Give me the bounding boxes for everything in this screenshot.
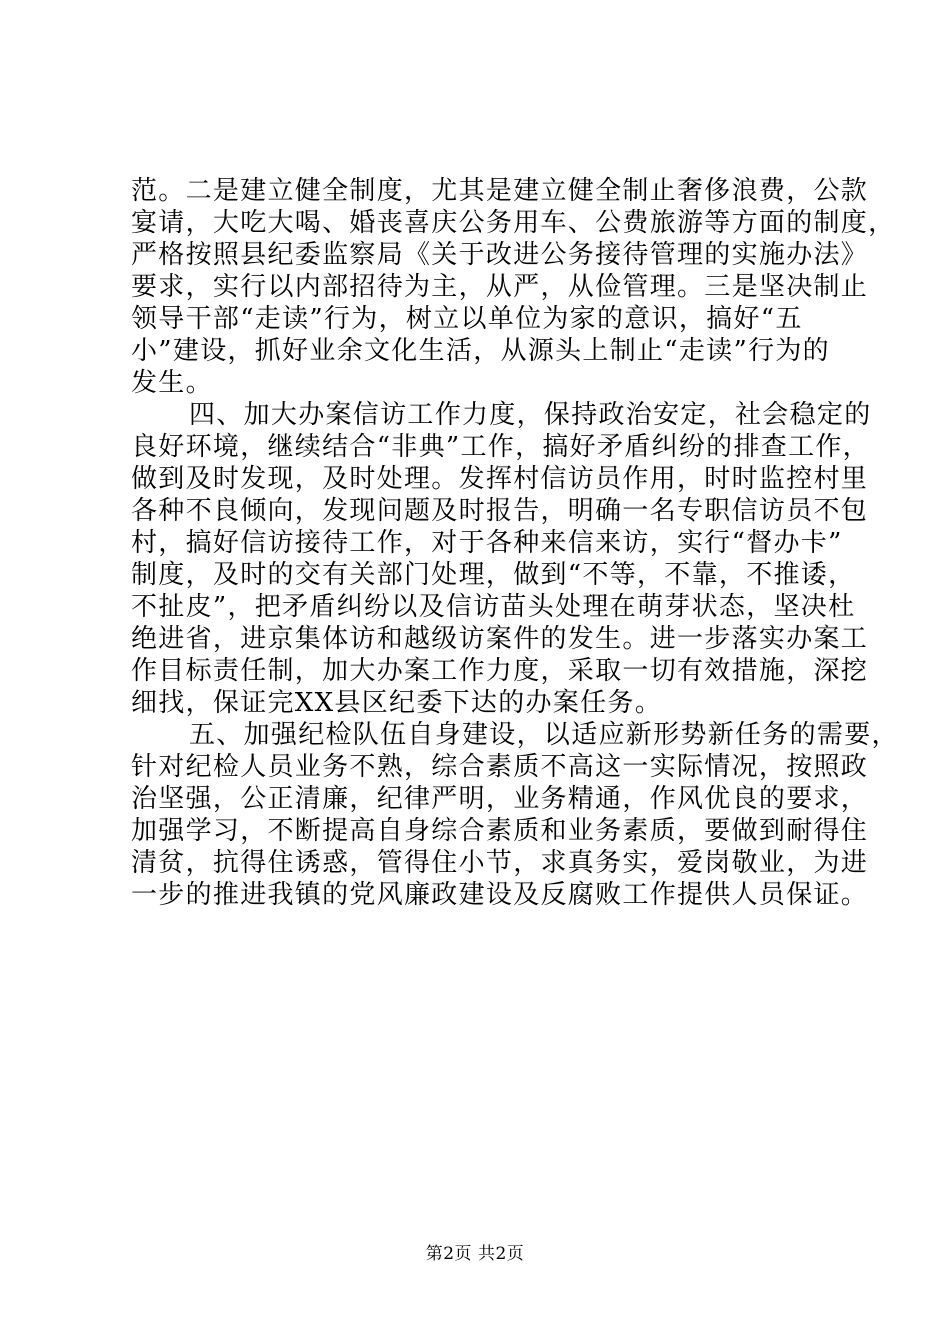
text-line: 加强学习，不断提高自身综合素质和业务素质，要做到耐得住 — [131, 816, 869, 846]
text-line: 不扯皮”，把矛盾纠纷以及信访苗头处理在萌芽状态，坚决杜 — [131, 592, 856, 622]
text-line: 清贫，抗得住诱惑，管得住小节，求真务实，爱岗敬业，为进 — [131, 848, 869, 878]
text-line: 各种不良倾向，发现问题及时报告，明确一名专职信访员不包 — [131, 496, 869, 526]
text-line: 治坚强，公正清廉，纪律严明，业务精通，作风优良的要求， — [131, 784, 869, 814]
text-line: 要求，实行以内部招待为主，从严，从俭管理。三是坚决制止 — [131, 272, 869, 302]
text-line: 发生。 — [131, 368, 213, 398]
text-line: 领导干部“走读”行为，树立以单位为家的意识，搞好“五 — [131, 304, 803, 334]
text-line: 范。二是建立健全制度，尤其是建立健全制止奢侈浪费，公款 — [131, 176, 869, 206]
paragraph-start-line: 五、加强纪检队伍自身建设，以适应新形势新任务的需要， — [189, 720, 899, 750]
text-line: 小”建设，抓好业余文化生活，从源头上制止“走读”行为的 — [131, 336, 830, 366]
text-line: 严格按照县纪委监察局《关于改进公务接待管理的实施办法》 — [131, 240, 869, 270]
text-line: 细找，保证完XX县区纪委下达的办案任务。 — [131, 688, 663, 718]
text-line: 制度，及时的交有关部门处理，做到“不等，不靠，不推诿， — [131, 560, 856, 590]
text-line: 针对纪检人员业务不熟，综合素质不高这一实际情况，按照政 — [131, 752, 869, 782]
text-line: 宴请，大吃大喝、婚丧喜庆公务用车、公费旅游等方面的制度， — [131, 208, 896, 238]
document-body — [131, 175, 899, 911]
page-number-footer: 第2页 共2页 — [425, 1244, 525, 1264]
text-line: 良好环境，继续结合“非典”工作，搞好矛盾纠纷的排查工作， — [131, 432, 870, 462]
paragraph-start-line: 四、加大办案信访工作力度，保持政治安定，社会稳定的 — [189, 400, 872, 430]
text-line: 作目标责任制，加大办案工作力度，采取一切有效措施，深挖 — [131, 656, 869, 686]
text-line: 村，搞好信访接待工作，对于各种来信来访，实行“督办卡” — [131, 528, 843, 558]
text-line: 绝进省，进京集体访和越级访案件的发生。进一步落实办案工 — [131, 624, 869, 654]
text-line: 一步的推进我镇的党风廉政建设及反腐败工作提供人员保证。 — [131, 880, 869, 910]
text-line: 做到及时发现，及时处理。发挥村信访员作用，时时监控村里 — [131, 464, 869, 494]
